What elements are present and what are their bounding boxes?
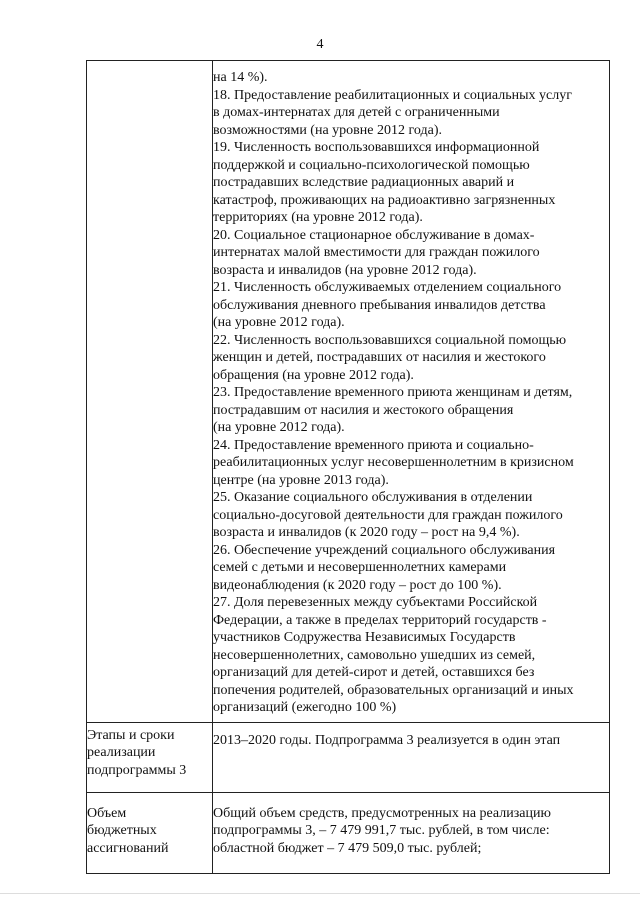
stages-value <box>213 722 610 792</box>
text-line: 2013–2020 годы. Подпрограмма 3 реализуется в один этап <box>213 732 561 748</box>
passport-table <box>86 60 610 874</box>
text-line: 22. Численность воспользовавшихся социальной помощью <box>213 332 567 348</box>
text-line: катастроф, проживающих на радиоактивно загрязненных <box>213 192 556 208</box>
text-line: социально-досуговой деятельности для граждан пожилого <box>213 507 563 523</box>
text-line: 20. Социальное стационарное обслуживание в домах- <box>213 227 535 243</box>
text-line: центре (на уровне 2013 года). <box>213 472 389 488</box>
text-line: бюджетных <box>87 823 157 838</box>
text-line: организаций для детей-сирот и детей, оставшихся без <box>213 665 535 680</box>
text-line: 19. Численность воспользовавшихся информационной <box>213 140 540 155</box>
text-line: Общий объем средств, предусмотренных на реализацию <box>213 805 551 821</box>
text-line: несовершеннолетних, самовольно ушедших из семей, <box>213 647 536 663</box>
text-line: поддержкой и социально-психологической помощью <box>213 157 530 173</box>
text-line: обращения (на уровне 2012 года). <box>213 367 414 383</box>
text-line: (на уровне 2012 года). <box>213 315 345 330</box>
stages-label <box>87 722 213 792</box>
text-line: попечения родителей, образовательных организаций и иных <box>213 682 574 698</box>
page-number: 4 <box>316 37 324 52</box>
text-line: возраста и инвалидов (к 2020 году – рост на 9,4 %). <box>213 525 520 540</box>
text-line: участников Содружества Независимых Государств <box>213 630 516 645</box>
text-line: семей с детьми и несовершеннолетних камерами <box>213 560 507 575</box>
table-row-budget <box>87 792 610 873</box>
row-label-empty <box>87 61 213 723</box>
text-line: Этапы и сроки <box>87 727 175 743</box>
text-line: возможностями (на уровне 2012 года). <box>213 122 442 138</box>
text-line: областной бюджет – 7 479 509,0 тыс. рублей; <box>213 840 482 856</box>
text-line: в домах-интернатах для детей с ограниченными <box>213 105 500 120</box>
budget-value <box>213 792 610 873</box>
text-line: подпрограммы 3, – 7 479 991,7 тыс. рублей, в том числе: <box>213 823 550 838</box>
text-line: (на уровне 2012 года). <box>213 420 345 435</box>
text-line: пострадавшим от насилия и жестокого обращения <box>213 402 514 418</box>
indicators-list <box>213 61 610 723</box>
text-line: 18. Предоставление реабилитационных и социальных услуг <box>213 87 572 103</box>
text-line: 26. Обеспечение учреждений социального обслуживания <box>213 542 556 558</box>
text-line: территориях (на уровне 2012 года). <box>213 210 423 225</box>
text-line: реабилитационных услуг несовершеннолетним в кризисном <box>213 455 574 470</box>
text-line: женщин и детей, пострадавших от насилия и жестокого <box>213 350 546 365</box>
text-line: Федерации, а также в пределах территорий государств - <box>213 612 547 628</box>
budget-label <box>87 792 213 873</box>
text-line: на 14 %). <box>213 70 268 85</box>
text-line: 21. Численность обслуживаемых отделением социального <box>213 280 562 295</box>
text-line: видеонаблюдения (к 2020 году – рост до 100 %). <box>213 577 502 593</box>
text-line: 23. Предоставление временного приюта женщинам и детям, <box>213 385 573 400</box>
text-line: реализации <box>87 745 156 760</box>
text-line: 25. Оказание социального обслуживания в отделении <box>213 490 533 505</box>
text-line: ассигнований <box>87 840 169 856</box>
text-line: подпрограммы 3 <box>87 762 187 778</box>
text-line: возраста и инвалидов (на уровне 2012 года). <box>213 262 477 278</box>
page-bottom-edge <box>0 893 640 894</box>
table-row-indicators <box>87 61 610 723</box>
text-line: пострадавших вследствие радиационных аварий и <box>213 175 515 190</box>
text-line: обслуживания дневного пребывания инвалидов детства <box>213 297 546 313</box>
text-line: 27. Доля перевезенных между субъектами Российской <box>213 595 538 610</box>
text-line: организаций (ежегодно 100 %) <box>213 700 397 715</box>
text-line: 24. Предоставление временного приюта и социально- <box>213 437 534 453</box>
table-row-stages <box>87 722 610 792</box>
text-line: Объем <box>87 805 127 821</box>
text-line: интернатах малой вместимости для граждан пожилого <box>213 245 540 260</box>
